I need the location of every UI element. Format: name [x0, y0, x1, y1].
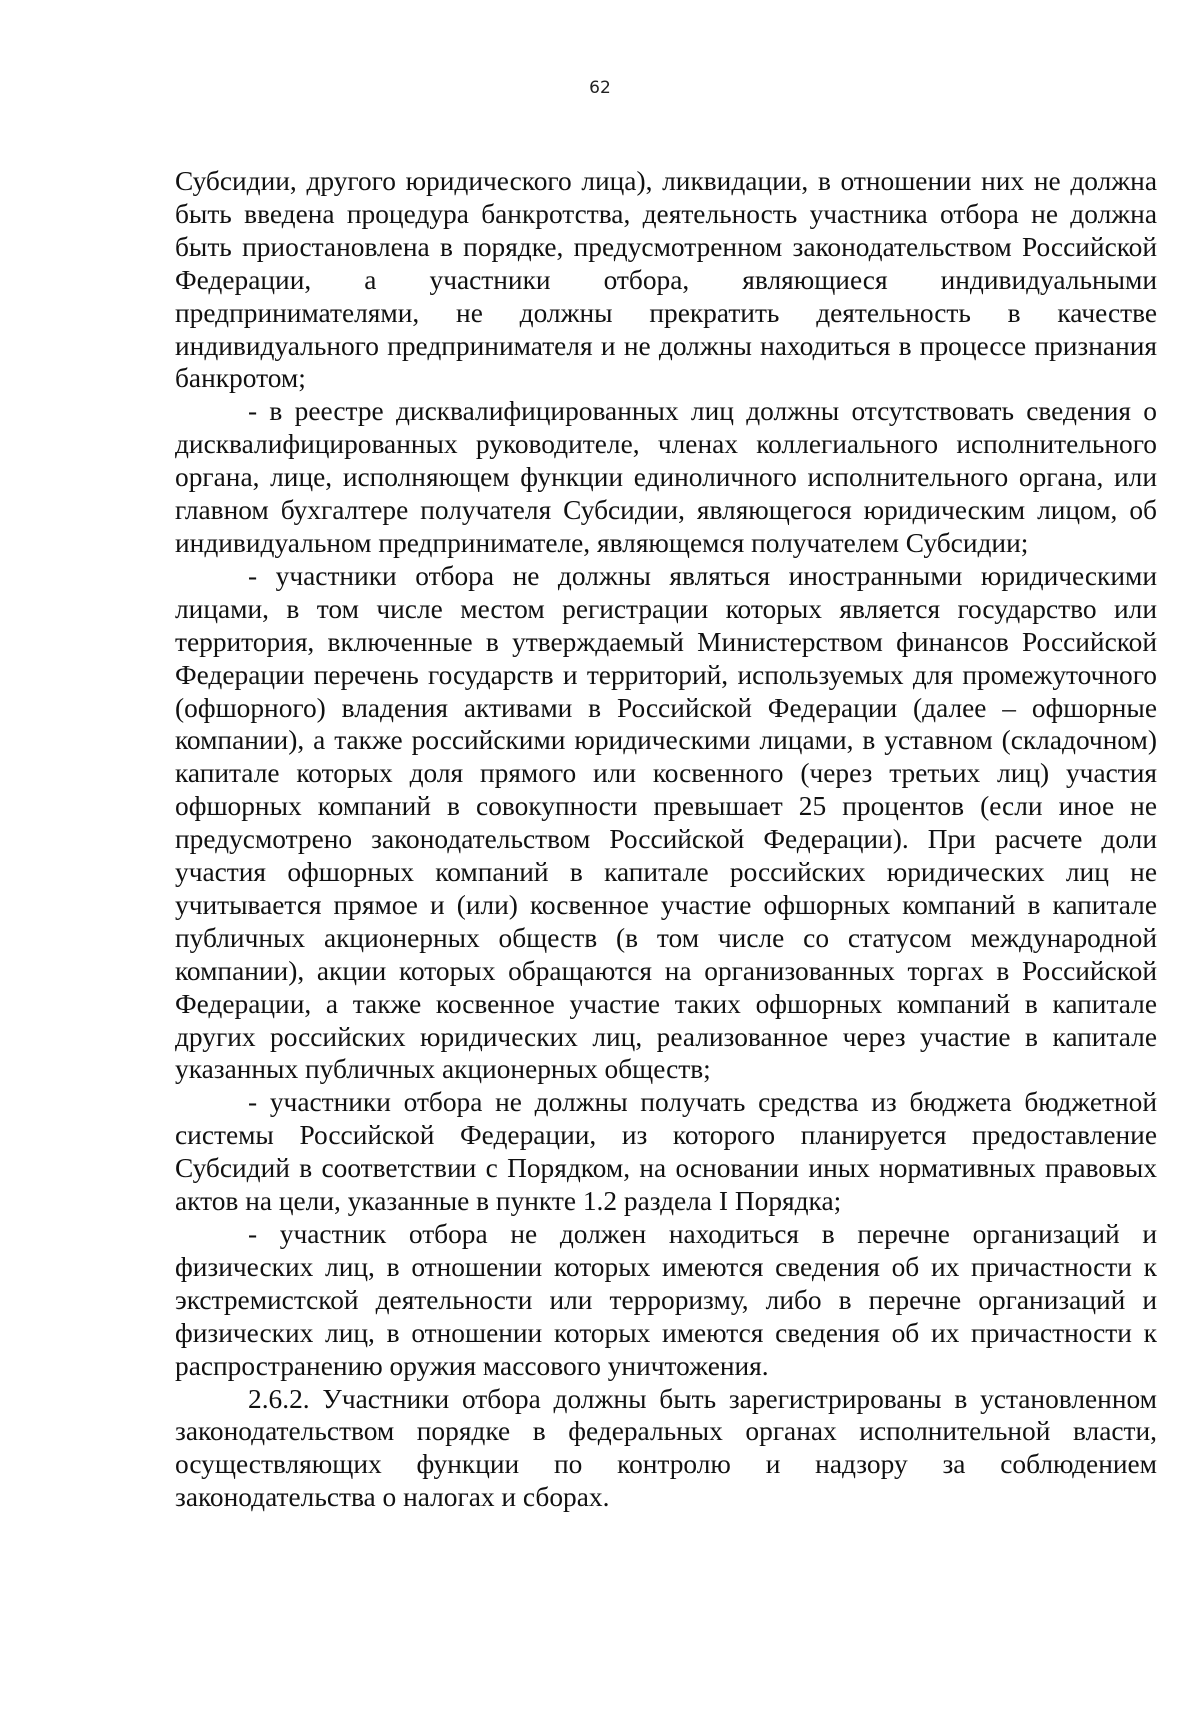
paragraph-disqualified-persons: - в реестре дисквалифицированных лиц должны отсутствовать сведения о дисквалифицированных руководителе, членах коллегиального исполнительного органа, лице, исполняющем функции единоличного исполнительного органа, или главном бухгалтере получателя Субсидии, являющегося юридическим лицом, об индивидуальном предпринимателе, являющемся получателем Субсидии; [175, 396, 1157, 558]
paragraph-extremism-list: - участник отбора не должен находиться в перечне организаций и физических лиц, в отношении которых имеются сведения об их причастности к экстремистской деятельности или терроризму, либо в перечне организаций и физических лиц, в отношении которых имеются сведения об их причастности к распространению оружия массового уничтожения. [175, 1219, 1157, 1381]
page-number: 62 [589, 78, 611, 98]
document-body [175, 165, 1157, 1514]
paragraph-offshore-companies: - участники отбора не должны являться иностранными юридическими лицами, в том числе местом регистрации которых является государство или территория, включенные в утверждаемый Министерством финансов Российской Федерации перечень государств и территорий, используемых для промежуточного (офшорного) владения активами в Российской Федерации (далее – офшорные компании), а также российскими юридическими лицами, в уставном (складочном) капитале которых доля прямого или косвенного (через третьих лиц) участия офшорных компаний в совокупности превышает 25 процентов (если иное не предусмотрено законодательством Российской Федерации). При расчете доли участия офшорных компаний в капитале российских юридических лиц не учитывается прямое и (или) косвенное участие офшорных компаний в капитале публичных акционерных обществ (в том числе со статусом международной компании), акции которых обращаются на организованных торгах в Российской Федерации, а также косвенное участие таких офшорных компаний в капитале других российских юридических лиц, реализованное через участие в капитале указанных публичных акционерных обществ; [175, 560, 1157, 1085]
paragraph-continuation: Субсидии, другого юридического лица), ликвидации, в отношении них не должна быть введена процедура банкротства, деятельность участника отбора не должна быть приостановлена в порядке, предусмотренном законодательством Российской Федерации, а участники отбора, являющиеся индивидуальными предпринимателями, не должны прекратить деятельность в качестве индивидуального предпринимателя и не должны находиться в процессе признания банкротом; [175, 166, 1157, 394]
paragraph-budget-funds: - участники отбора не должны получать средства из бюджета бюджетной системы Российской Федерации, из которого планируется предоставление Субсидий в соответствии с Порядком, на основании иных нормативных правовых актов на цели, указанные в пункте 1.2 раздела I Порядка; [175, 1087, 1157, 1217]
paragraph-2-6-2: 2.6.2. Участники отбора должны быть зарегистрированы в установленном законодательством порядке в федеральных органах исполнительной власти, осуществляющих функции по контролю и надзору за соблюдением законодательства о налогах и сборах. [175, 1383, 1157, 1513]
